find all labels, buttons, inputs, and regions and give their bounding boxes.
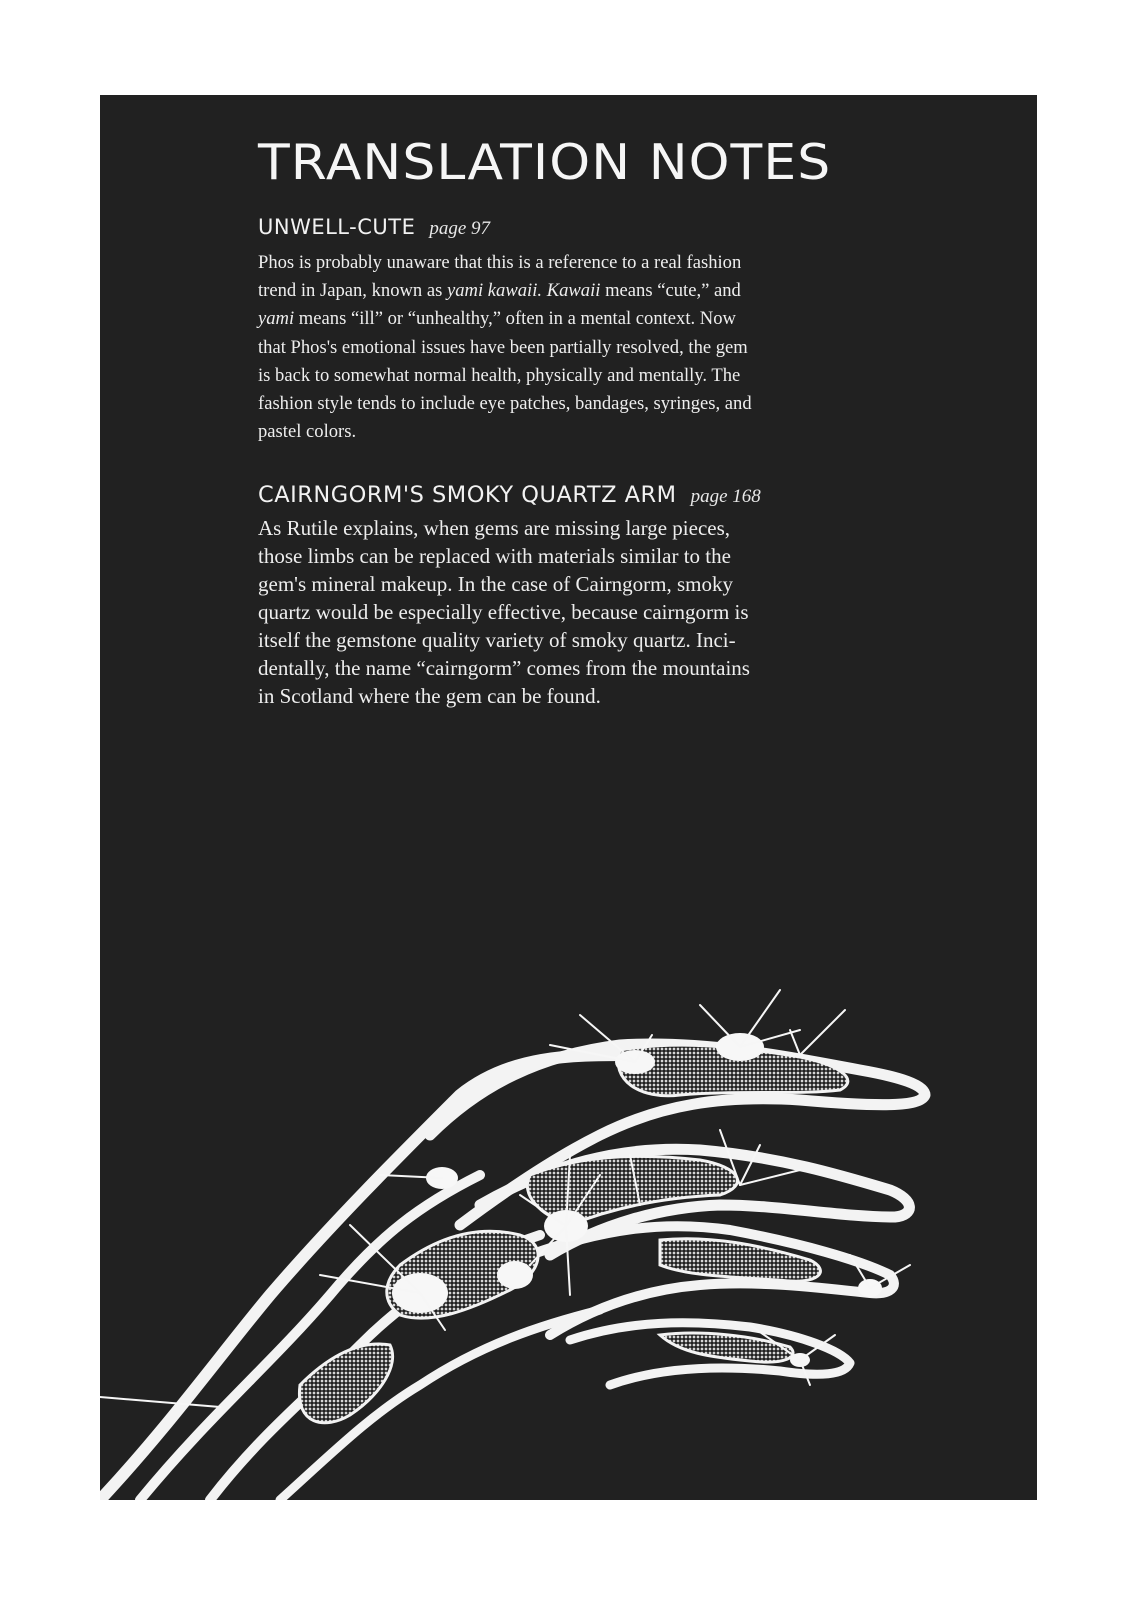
note-page-reference: page 168 bbox=[690, 486, 761, 508]
text-line: dentally, the name “cairngorm” comes from the mountains bbox=[258, 656, 750, 681]
note-unwell-cute bbox=[258, 215, 858, 446]
text-line: those limbs can be replaced with materials similar to the bbox=[258, 544, 731, 569]
text-line: is back to somewhat normal health, physically and mentally. The bbox=[258, 364, 741, 386]
note-title: CAIRNGORM'S SMOKY QUARTZ ARM bbox=[258, 482, 677, 509]
translation-notes-page bbox=[100, 95, 1037, 1500]
text-line: trend in Japan, known as yami kawaii. Kawaii means “cute,” and bbox=[258, 280, 741, 302]
text-line: itself the gemstone quality variety of smoky quartz. Inci- bbox=[258, 628, 736, 653]
text-line: yami means “ill” or “unhealthy,” often in a mental context. Now bbox=[258, 308, 736, 330]
note-page-reference: page 97 bbox=[429, 218, 491, 239]
note-body bbox=[258, 514, 863, 710]
note-heading bbox=[258, 215, 858, 240]
note-heading bbox=[258, 482, 858, 508]
notes-content bbox=[258, 133, 858, 710]
text-line: pastel colors. bbox=[258, 421, 357, 443]
note-title: UNWELL-CUTE bbox=[258, 215, 416, 239]
text-line: in Scotland where the gem can be found. bbox=[258, 684, 601, 709]
text-line: fashion style tends to include eye patches, bandages, syringes, and bbox=[258, 393, 752, 415]
italic-term: yami kawaii. bbox=[447, 280, 543, 302]
text-line: Phos is probably unaware that this is a reference to a real fashion bbox=[258, 252, 742, 273]
italic-term: Kawaii bbox=[546, 280, 601, 302]
text-line: that Phos's emotional issues have been partially resolved, the gem bbox=[258, 336, 748, 358]
page-title: TRANSLATION NOTES bbox=[258, 134, 832, 191]
text-line: quartz would be especially effective, because cairngorm is bbox=[258, 600, 749, 625]
note-body bbox=[258, 249, 858, 446]
text-line: As Rutile explains, when gems are missing large pieces, bbox=[258, 516, 731, 541]
text-line: gem's mineral makeup. In the case of Cairngorm, smoky bbox=[258, 572, 733, 597]
note-cairngorm-smoky-quartz-arm bbox=[258, 482, 858, 710]
italic-term: yami bbox=[258, 308, 295, 330]
